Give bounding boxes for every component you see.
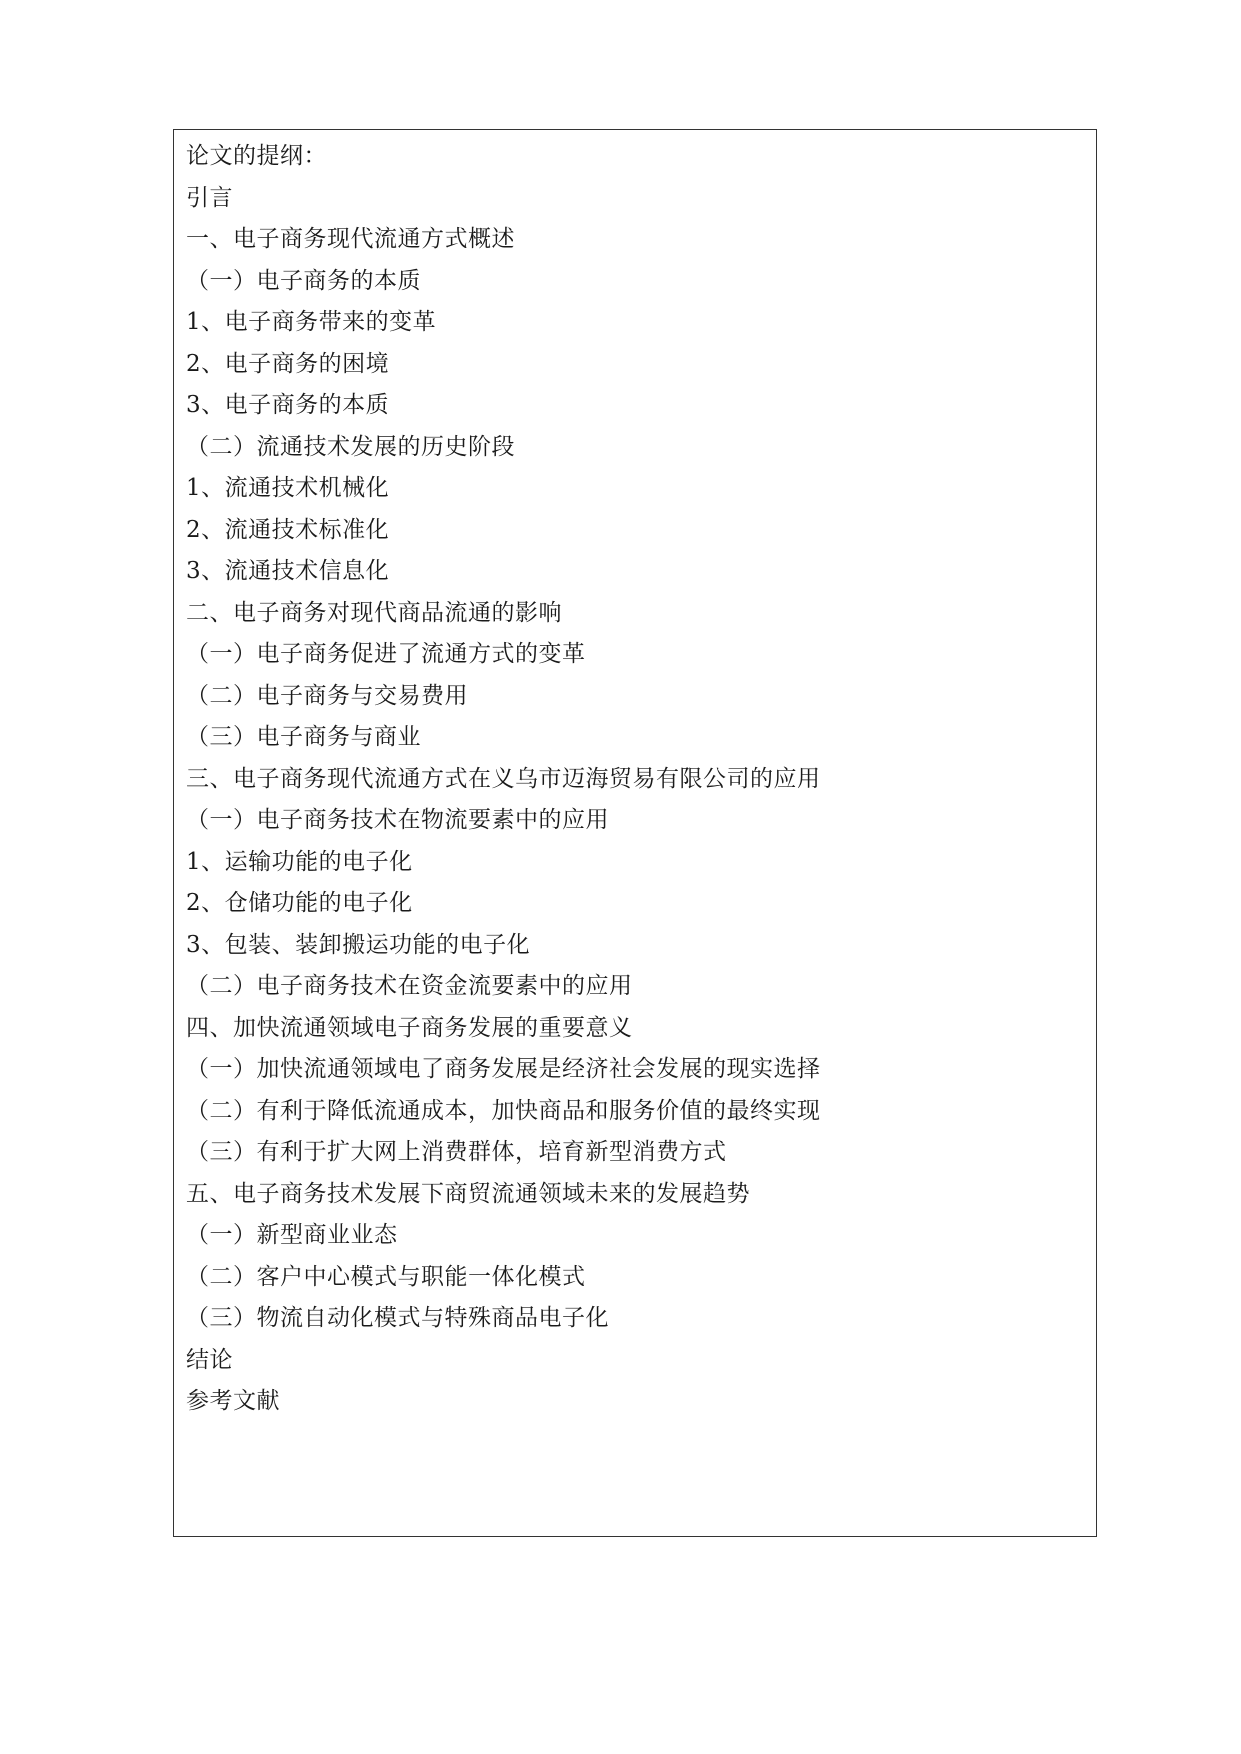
outline-item: 3、包装、装卸搬运功能的电子化	[186, 931, 531, 958]
outline-item: 2、电子商务的困境	[186, 350, 390, 377]
outline-item: （一）加快流通领域电了商务发展是经济社会发展的现实选择	[186, 1056, 821, 1082]
outline-item: （一）新型商业业态	[186, 1222, 398, 1248]
outline-item: 1、运输功能的电子化	[186, 848, 413, 875]
outline-list	[186, 136, 821, 1423]
outline-item: 2、仓储功能的电子化	[186, 890, 413, 916]
outline-item: （三）有利于扩大网上消费群体，培育新型消费方式	[186, 1139, 727, 1165]
outline-item: （二）客户中心模式与职能一体化模式	[186, 1263, 586, 1290]
outline-title: 论文的提纲：	[186, 143, 327, 169]
outline-item: 三、电子商务现代流通方式在义乌市迈海贸易有限公司的应用	[186, 765, 821, 792]
outline-item: 结论	[186, 1346, 233, 1373]
outline-item: （一）电子商务促进了流通方式的变革	[186, 641, 586, 667]
outline-item: 2、流通技术标准化	[186, 516, 390, 543]
outline-item: （二）电子商务与交易费用	[186, 682, 468, 709]
outline-item: 五、电子商务技术发展下商贸流通领域未来的发展趋势	[186, 1180, 750, 1207]
outline-item: 引言	[186, 184, 233, 211]
outline-item: 1、电子商务带来的变革	[186, 309, 437, 335]
outline-item: 1、流通技术机械化	[186, 475, 390, 501]
outline-item: （三）物流自动化模式与特殊商品电子化	[186, 1305, 609, 1331]
outline-item: （一）电子商务技术在物流要素中的应用	[186, 807, 609, 833]
outline-item: （二）有利于降低流通成本，加快商品和服务价值的最终实现	[186, 1097, 821, 1124]
outline-item: （一）电子商务的本质	[186, 267, 421, 294]
outline-item: （三）电子商务与商业	[186, 724, 421, 750]
outline-item: 一、电子商务现代流通方式概述	[186, 226, 515, 252]
outline-item: 3、电子商务的本质	[186, 392, 390, 418]
outline-item: 二、电子商务对现代商品流通的影响	[186, 599, 562, 626]
outline-item: 参考文献	[186, 1388, 280, 1414]
outline-item: （二）电子商务技术在资金流要素中的应用	[186, 973, 633, 999]
outline-item: 四、加快流通领域电子商务发展的重要意义	[186, 1014, 633, 1041]
outline-table-cell	[173, 129, 1097, 1537]
outline-item: 3、流通技术信息化	[186, 558, 390, 584]
outline-item: （二）流通技术发展的历史阶段	[186, 433, 515, 460]
